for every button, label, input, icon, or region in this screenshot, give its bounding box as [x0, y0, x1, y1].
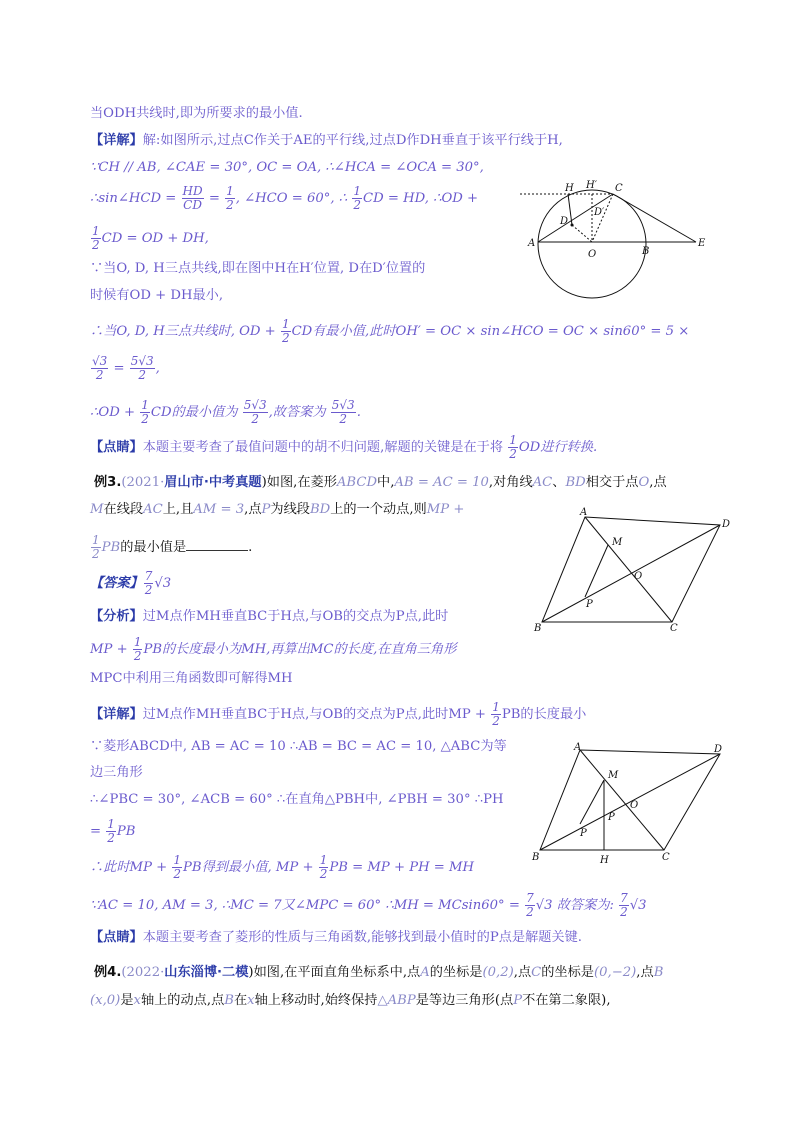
text-segment: PB得到最小值, MP +: [183, 860, 314, 875]
label-b: B: [532, 852, 540, 863]
label-o: O: [630, 800, 639, 811]
section-tag: 【点睛】: [90, 930, 143, 945]
text-line: [90, 636, 456, 663]
text-segment: 上的一个动点,则: [330, 502, 427, 517]
label-a: A: [574, 742, 582, 753]
numerator: 7: [526, 891, 534, 905]
math-term: AM = 3: [193, 502, 245, 517]
denominator: 2: [92, 547, 100, 561]
fraction: [319, 854, 329, 881]
math-term: (0,−2): [593, 965, 637, 980]
text-segment: ∵菱形ABCD中, AB = AC = 10 ∴AB = BC = AC = 10, △ABC为等: [90, 739, 507, 754]
text-segment: 的最小值是: [120, 540, 187, 555]
label-o: O: [588, 249, 597, 260]
fraction: [491, 701, 501, 728]
numerator: 7: [620, 891, 628, 905]
math-term: P: [261, 502, 271, 517]
fraction: [525, 892, 535, 919]
math-term: C: [531, 965, 542, 980]
denominator: 2: [526, 905, 534, 919]
text-line: [94, 473, 667, 493]
fraction: [91, 355, 108, 382]
text-segment: 在线段: [103, 502, 144, 517]
denominator: 2: [281, 331, 290, 345]
text-segment: 当ODH共线时,即为所要求的最小值.: [90, 106, 303, 121]
math-term: B: [653, 965, 664, 980]
denominator: 2: [319, 867, 328, 881]
numerator: HD: [182, 184, 203, 198]
numerator: 1: [173, 853, 182, 867]
label-o: O: [634, 571, 643, 582]
text-line: [90, 737, 507, 757]
text-segment: 轴上的动点,点: [140, 993, 225, 1008]
answer-blank: [186, 536, 248, 551]
denominator: 2: [144, 583, 153, 597]
text-segment: CD的最小值为: [150, 405, 238, 420]
text-segment: =: [208, 191, 220, 206]
denominator: 2: [141, 412, 149, 426]
text-line: [90, 763, 143, 783]
math-term: AC: [143, 502, 163, 517]
text-segment: 在: [233, 993, 248, 1008]
circle-figure: [520, 172, 720, 302]
denominator: 2: [92, 238, 100, 252]
label-a: A: [528, 238, 536, 249]
text-segment: 轴上移动时,始终保持: [254, 993, 378, 1008]
fraction: [352, 185, 362, 212]
label-c: C: [615, 183, 623, 194]
fraction: [243, 399, 268, 426]
numerator: 5√3: [130, 354, 154, 368]
text-line: [90, 158, 484, 178]
text-segment: 过M点作MH垂直BC于H点,与OB的交点为P点,此时: [142, 609, 449, 624]
text-segment: ∴∠PBC = 30°, ∠ACB = 60° ∴在直角△PBH中, ∠PBH = 30° ∴PH: [90, 792, 504, 807]
text-segment: 上,且: [162, 502, 194, 517]
math-term: PB: [101, 540, 121, 555]
numerator: 1: [107, 817, 115, 831]
text-line: [90, 892, 647, 919]
text-segment: ,点: [513, 965, 532, 980]
section-tag: 【点睛】: [90, 440, 143, 455]
math-term: BD: [309, 502, 331, 517]
numerator: 5√3: [243, 398, 267, 412]
text-segment: 本题主要考查了菱形的性质与三角函数,能够找到最小值时的P点是解题关键.: [142, 930, 583, 945]
text-line: [90, 286, 223, 306]
diagonal-ac: [585, 517, 672, 622]
text-segment: ∴此时MP +: [90, 860, 168, 875]
fraction: [144, 570, 154, 597]
text-segment: MP +: [90, 642, 128, 657]
text-segment: PB = MP + PH = MH: [329, 860, 475, 875]
text-line: [90, 399, 361, 426]
label-p-left: P: [580, 828, 587, 839]
text-line: [90, 818, 135, 845]
text-segment: ∵当O, D, H三点共线,即在图中H在H′位置, D在D′位置的: [90, 261, 426, 276]
text-segment: PB的长度最小: [501, 707, 587, 722]
math-term: P: [513, 993, 523, 1008]
text-segment: 过M点作MH垂直BC于H点,与OB的交点为P点,此时MP +: [142, 707, 486, 722]
text-segment: .: [356, 405, 361, 420]
text-segment: , ∠HCO = 60°, ∴: [235, 191, 348, 206]
text-line: [90, 225, 209, 252]
text-segment: 相交于点: [585, 475, 639, 490]
denominator: 2: [492, 714, 500, 728]
numerator: 1: [353, 184, 361, 198]
text-segment: OD进行转换.: [518, 440, 598, 455]
numerator: 1: [92, 224, 100, 238]
diagonal-bd: [542, 525, 720, 622]
denominator: 2: [95, 368, 104, 382]
label-b: B: [534, 623, 542, 634]
label-m: M: [608, 770, 619, 781]
text-line: [90, 259, 425, 279]
denominator: 2: [339, 412, 348, 426]
numerator: 1: [281, 317, 290, 331]
text-line: [90, 104, 303, 124]
text-segment: 本题主要考查了最值问题中的胡不归问题,解题的关键是在于将: [142, 440, 504, 455]
text-segment: ,点: [244, 502, 262, 517]
numerator: 1: [226, 184, 234, 198]
denominator: 2: [173, 867, 182, 881]
numerator: 5√3: [331, 398, 355, 412]
denominator: 2: [133, 649, 142, 663]
fraction: [130, 355, 155, 382]
label-h-prime: H′: [586, 180, 597, 191]
rhombus: [542, 517, 720, 622]
text-segment: CD = OD + DH,: [101, 231, 209, 246]
math-term: x: [247, 993, 255, 1008]
example-label: 例4.: [94, 965, 122, 980]
text-line: [90, 790, 504, 810]
section-tag: 【分析】: [90, 609, 143, 624]
numerator: 7: [144, 569, 153, 583]
fraction: [91, 534, 101, 561]
text-segment: √3: [154, 576, 172, 591]
text-line: [90, 185, 478, 212]
text-segment: )如图,在平面直角坐标系中,点: [248, 965, 421, 980]
text-line: [94, 963, 663, 983]
label-c: C: [670, 623, 678, 634]
text-segment: 解:如图所示,过点C作关于AE的平行线,过点D作DH垂直于该平行线于H,: [142, 133, 563, 148]
section-tag: 【答案】: [90, 576, 143, 591]
example-label: 例3.: [94, 475, 122, 490]
section-tag: 【详解】: [90, 707, 143, 722]
text-segment: ∴sin∠HCD =: [90, 191, 177, 206]
text-segment: 是等边三角形(点: [415, 993, 514, 1008]
numerator: 1: [92, 533, 100, 547]
text-line: [90, 854, 474, 881]
math-term: BD: [565, 475, 586, 490]
fraction: [331, 399, 356, 426]
label-p-right: P: [608, 812, 615, 823]
math-term: ABCD: [336, 475, 378, 490]
text-segment: 是: [120, 993, 134, 1008]
label-a: A: [580, 507, 588, 518]
fraction: [172, 854, 182, 881]
math-term: B: [224, 993, 234, 1008]
text-line: [90, 318, 689, 345]
rhombus-figure-2: [530, 742, 730, 872]
fraction: [281, 318, 291, 345]
denominator: 2: [620, 905, 628, 919]
text-line: [90, 928, 582, 948]
section-tag: 【详解】: [90, 133, 143, 148]
label-h: H: [565, 183, 574, 194]
text-line: [90, 607, 448, 627]
source-tag: 山东淄博·二模: [164, 965, 249, 980]
point-d: [571, 224, 574, 227]
fraction: [133, 636, 143, 663]
text-segment: ,故答案为: [268, 405, 326, 420]
denominator: 2: [251, 412, 259, 426]
rhombus-figure-1: [530, 505, 730, 635]
numerator: 1: [492, 700, 500, 714]
fraction: [619, 892, 629, 919]
text-segment: =: [90, 824, 102, 839]
text-segment: 中,: [377, 475, 395, 490]
math-term: AB = AC = 10: [394, 475, 489, 490]
denominator: 2: [138, 368, 147, 382]
text-segment: ,对角线: [488, 475, 533, 490]
text-segment: ,点: [636, 965, 654, 980]
text-line: [90, 991, 611, 1011]
math-term: △ABP: [377, 993, 416, 1008]
text-segment: PB的长度最小为MH,再算出MC的长度,在直角三角形: [143, 642, 457, 657]
text-line: [90, 669, 293, 689]
label-h: H: [600, 855, 609, 866]
label-b: B: [642, 246, 650, 257]
text-segment: PB: [116, 824, 136, 839]
label-d-prime: D′: [594, 207, 605, 218]
math-term: MP +: [426, 502, 465, 517]
denominator: 2: [107, 831, 115, 845]
math-term: x: [133, 993, 141, 1008]
denominator: 2: [353, 198, 361, 212]
numerator: 1: [319, 853, 328, 867]
line-do: [572, 225, 592, 242]
text-segment: √3: [629, 898, 647, 913]
denominator: CD: [183, 198, 202, 212]
text-segment: (2022·: [121, 965, 165, 980]
label-p: P: [586, 599, 593, 610]
source-tag: 眉山市·中考真题: [164, 475, 262, 490]
math-term: M: [90, 502, 104, 517]
fraction: [225, 185, 235, 212]
math-term: O: [638, 475, 650, 490]
fraction: [91, 225, 101, 252]
fraction: [140, 399, 150, 426]
label-c: C: [662, 852, 670, 863]
math-term: (x,0): [90, 993, 121, 1008]
text-segment: CD有最小值,此时OH′ = OC × sin∠HCO = OC × sin60° = 5 ×: [291, 324, 690, 339]
label-d: D: [722, 519, 730, 530]
math-term: AC: [532, 475, 553, 490]
label-m: M: [612, 537, 623, 548]
label-d: D: [560, 216, 569, 227]
text-line: [90, 434, 597, 461]
text-segment: =: [113, 361, 125, 376]
numerator: 1: [509, 433, 517, 447]
text-line: [90, 131, 563, 151]
numerator: √3: [92, 354, 108, 368]
text-segment: 不在第二象限),: [522, 993, 611, 1008]
numerator: 1: [141, 398, 149, 412]
fraction: [508, 434, 518, 461]
text-segment: 的坐标是: [429, 965, 483, 980]
text-line: [90, 534, 252, 561]
text-segment: MPC中利用三角函数即可解得MH: [90, 671, 293, 686]
text-segment: √3 故答案为:: [535, 898, 614, 913]
text-segment: 为线段: [270, 502, 310, 517]
text-segment: ∴当O, D, H三点共线时, OD +: [90, 324, 276, 339]
text-segment: .: [248, 540, 253, 555]
text-segment: 时候有OD + DH最小,: [90, 288, 224, 303]
math-term: (0,2): [482, 965, 514, 980]
denominator: 2: [226, 198, 234, 212]
text-segment: ∵CH // AB, ∠CAE = 30°, OC = OA, ∴∠HCA = ∠OCA = 30°,: [90, 160, 484, 175]
math-term: A: [420, 965, 430, 980]
label-d: D: [714, 744, 723, 755]
text-segment: 、: [552, 475, 566, 490]
text-segment: )如图,在菱形: [261, 475, 337, 490]
line-hd: [568, 194, 572, 225]
text-line: [90, 355, 160, 382]
text-segment: ,点: [649, 475, 667, 490]
text-segment: CD = HD, ∴OD +: [363, 191, 479, 206]
text-line: [90, 701, 586, 728]
segment-mp: [585, 545, 608, 597]
numerator: 1: [133, 635, 142, 649]
fraction: [106, 818, 116, 845]
text-segment: 的坐标是: [541, 965, 594, 980]
denominator: 2: [509, 447, 517, 461]
text-line: [90, 500, 464, 520]
text-segment: ,: [155, 361, 160, 376]
text-segment: ∴OD +: [90, 405, 136, 420]
text-segment: (2021·: [121, 475, 165, 490]
fraction: [182, 185, 204, 212]
label-e: E: [698, 238, 706, 249]
text-segment: ∵AC = 10, AM = 3, ∴MC = 7又∠MPC = 60° ∴MH = MCsin60° =: [90, 898, 520, 913]
line-ce: [613, 194, 696, 242]
line-ac: [538, 194, 613, 242]
text-line: [90, 570, 171, 597]
text-segment: 边三角形: [90, 765, 143, 780]
